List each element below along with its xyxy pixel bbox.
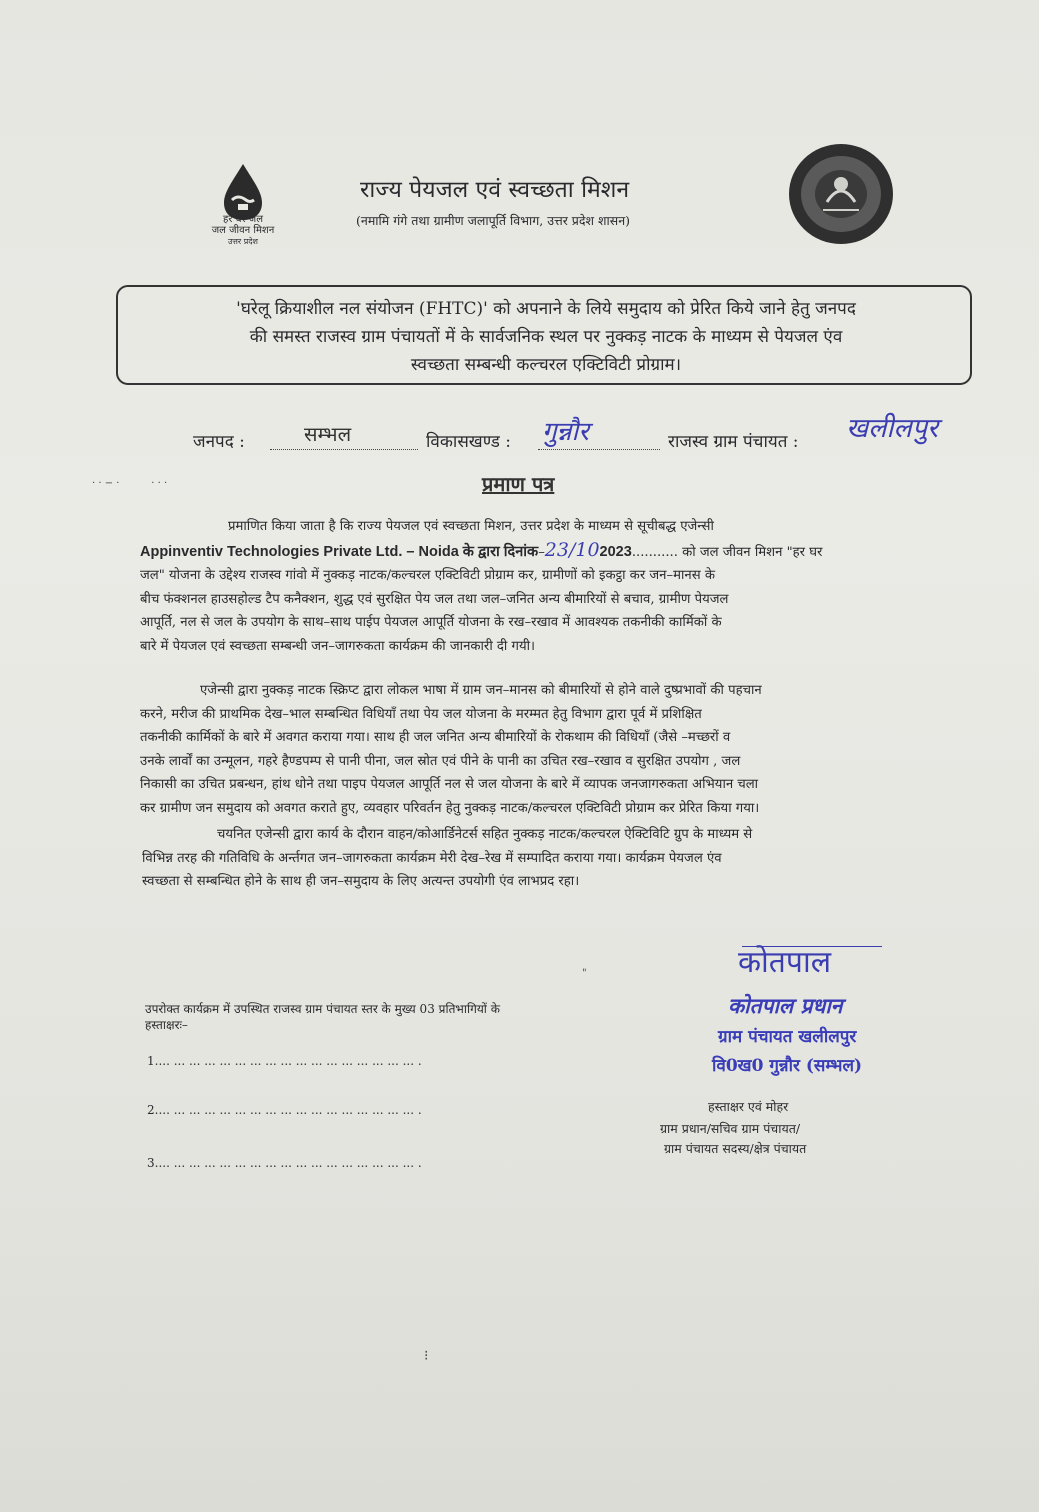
panchayat-value-handwritten: खलीलपुर [846,413,939,444]
date-dots-2: ........... [631,544,683,560]
janpad-value: सम्भल [304,422,352,446]
state-seal-icon [783,140,899,248]
participant-line-3: 3.... ... ... ... ... ... ... ... ... ... ... ... ... ... ... ... ... . [147,1156,422,1170]
stamp-block-district: वि0ख0 गुन्नौर (सम्भल) [712,1056,863,1076]
signature-role-2: ग्राम प्रधान/सचिव ग्राम पंचायत/ [660,1121,801,1136]
up-state-emblem [783,140,899,248]
signature-role-1: हस्ताक्षर एवं मोहर [708,1099,789,1114]
signature-role-3: ग्राम पंचायत सदस्य/क्षेत्र पंचायत [664,1141,807,1156]
scan-speck: · · − · · · · [92,478,168,489]
participant-line-2: 2.... ... ... ... ... ... ... ... ... ... ... ... ... ... ... ... ... . [147,1103,422,1117]
mission-title: राज्य पेयजल एवं स्वच्छता मिशन [360,177,630,203]
stamp-panchayat: ग्राम पंचायत खलीलपुर [718,1027,857,1047]
para1-line-5: आपूर्ति, नल से जल के उपयोग के साथ–साथ पाईप पेयजल आपूर्ति योजना के रख–रखाव में आवश्यक तकनीकी कार्मिकों के [140,615,722,630]
scan-speck: " [582,968,587,979]
mission-subtitle: (नमामि गंगे तथा ग्रामीण जलापूर्ति विभाग, उत्तर प्रदेश शासन) [356,213,631,228]
agency-name: Appinventiv Technologies Private Ltd. – Noida के द्वारा दिनांक [140,543,539,560]
program-heading-box [116,285,972,385]
para2-line-4: उनके लार्वों का उन्मूलन, गहरे हैण्डपम्प से पानी पीना, जल स्रोत एवं पीने के पानी का उचित रख–रखाव व सुरक्षित उपयोग , जल [140,753,741,769]
para2-line-1: एजेन्सी द्वारा नुक्कड़ नाटक स्क्रिप्ट द्वारा लोकल भाषा में ग्राम जन–मानस को बीमारियों से होने वाले दुष्प्रभावों की पहचान [200,683,762,698]
program-line-3: स्वच्छता सम्बन्धी कल्चरल एक्टिविटी प्रोग्राम। [410,355,682,375]
para1-line-1: प्रमाणित किया जाता है कि राज्य पेयजल एवं स्वच्छता मिशन, उत्तर प्रदेश के माध्यम से सूचीबद्ध एजेन्सी [228,519,714,534]
para1-line-2 [140,539,962,565]
logo-caption [188,214,298,247]
para1-line-4: बीच फंक्शनल हाउसहोल्ड टैप कनैक्शन, शुद्ध एवं सुरक्षित पेय जल तथा जल–जनित अन्य बीमारियों से बचाव, ग्रामीण पेयजल [140,591,729,607]
panchayat-label: राजस्व ग्राम पंचायत : [668,432,799,452]
program-line-2: की समस्त राजस्व ग्राम पंचायतों में के सार्वजनिक स्थल पर नुक्कड़ नाटक के माध्यम से पेयजल एंव [249,327,843,347]
janpad-dotted-line [270,449,418,450]
program-line-1: 'घरेलू क्रियाशील नल संयोजन (FHTC)' को अपनाने के लिये समुदाय को प्रेरित किये जाने हेतु जनपद [236,299,856,319]
para1-line-6: बारे में पेयजल एवं स्वच्छता सम्बन्धी जन–जागरुकता कार्यक्रम की जानकारी दी गयी। [140,638,536,654]
signature-stroke [742,946,882,947]
para2-line-6: कर ग्रामीण जन समुदाय को अवगत कराते हुए, व्यवहार परिवर्तन हेतु नुक्कड़ नाटक/कल्चरल एक्टिविटी प्रोग्राम कर प्रेरित किया गया। [140,800,760,816]
date-year: 2023 [599,543,632,560]
para1-line-2-tail: को जल जीवन मिशन "हर घर [682,544,823,560]
paragraph-3 [142,823,964,894]
para3-line-3: स्वच्छता से सम्बन्धित होने के साथ ही जन–समुदाय के लिए अत्यन्त उपयोगी एंव लाभप्रद रहा। [142,874,580,889]
para2-line-3: तकनीकी कार्मिकों के बारे में अवगत कराया गया। साथ ही जल जनित अन्य बीमारियों के रोकथाम की विधियाँ (जैसे –मच्छरों व [140,730,731,745]
para3-line-2: विभिन्न तरह की गतिविधि के अर्न्तगत जन–जागरुकता कार्यक्रम मेरी देख–रेख में सम्पादित कराया गया। कार्यक्रम पेयजल एंव [142,850,722,866]
participants-intro-2: हस्ताक्षरः– [145,1018,188,1032]
para2-line-2: करने, मरीज की प्राथमिक देख–भाल सम्बन्धित विधियाँ तथा पेय जल योजना के मरम्मत हेतु विभाग द्वारा पूर्व में प्रशिक्षित [140,706,702,722]
para3-line-1: चयनित एजेन्सी द्वारा कार्य के दौरान वाहन/कोआर्डिनेटर्स सहित नुक्कड़ नाटक/कल्चरल ऐक्टिविटि ग्रुप के माध्यम से [217,827,753,842]
logo-text-2: जल जीवन मिशन [211,225,275,236]
janpad-label: जनपद : [193,432,245,452]
logo-text-3: उत्तर प्रदेश [228,237,258,246]
block-value-handwritten: गुन्नौर [542,417,589,447]
block-dotted-line [538,449,660,450]
paragraph-2 [140,679,962,820]
participant-number-3: 3 [147,1156,155,1170]
handwritten-signature: कोतपाल [738,945,832,980]
logo-text-1: हर घर जल [223,214,263,225]
block-label: विकासखण्ड : [426,432,512,452]
participant-line-1: 1.... ... ... ... ... ... ... ... ... ... ... ... ... ... ... ... ... . [147,1054,422,1068]
paragraph-1 [140,515,962,658]
scan-speck: ⁝ [424,1348,429,1364]
stamp-name: कोतपाल प्रधान [728,993,843,1018]
participants-intro-1: उपरोक्त कार्यक्रम में उपस्थित राजस्व ग्राम पंचायत स्तर के मुख्य 03 प्रतिभागियों के [145,1002,500,1016]
date-handwritten: 23/10 [544,538,600,561]
participant-number-2: 2 [147,1103,155,1117]
para2-line-5: निकासी का उचित प्रबन्धन, हांथ धोने तथा पाइप पेयजल आपूर्ति नल से जल योजना के बारे में व्यापक जनजागरुकता अभियान चला [140,777,759,792]
certificate-title: प्रमाण पत्र [482,472,555,496]
participant-number-1: 1 [147,1054,155,1068]
para1-line-3: जल" योजना के उद्देश्य राजस्व गांवो में नुक्कड़ नाटक/कल्चरल एक्टिविटी प्रोग्राम कर, ग्रामीणों को इकट्ठा कर जन–मानस के [140,568,715,583]
date-dots-1: – [538,544,545,560]
